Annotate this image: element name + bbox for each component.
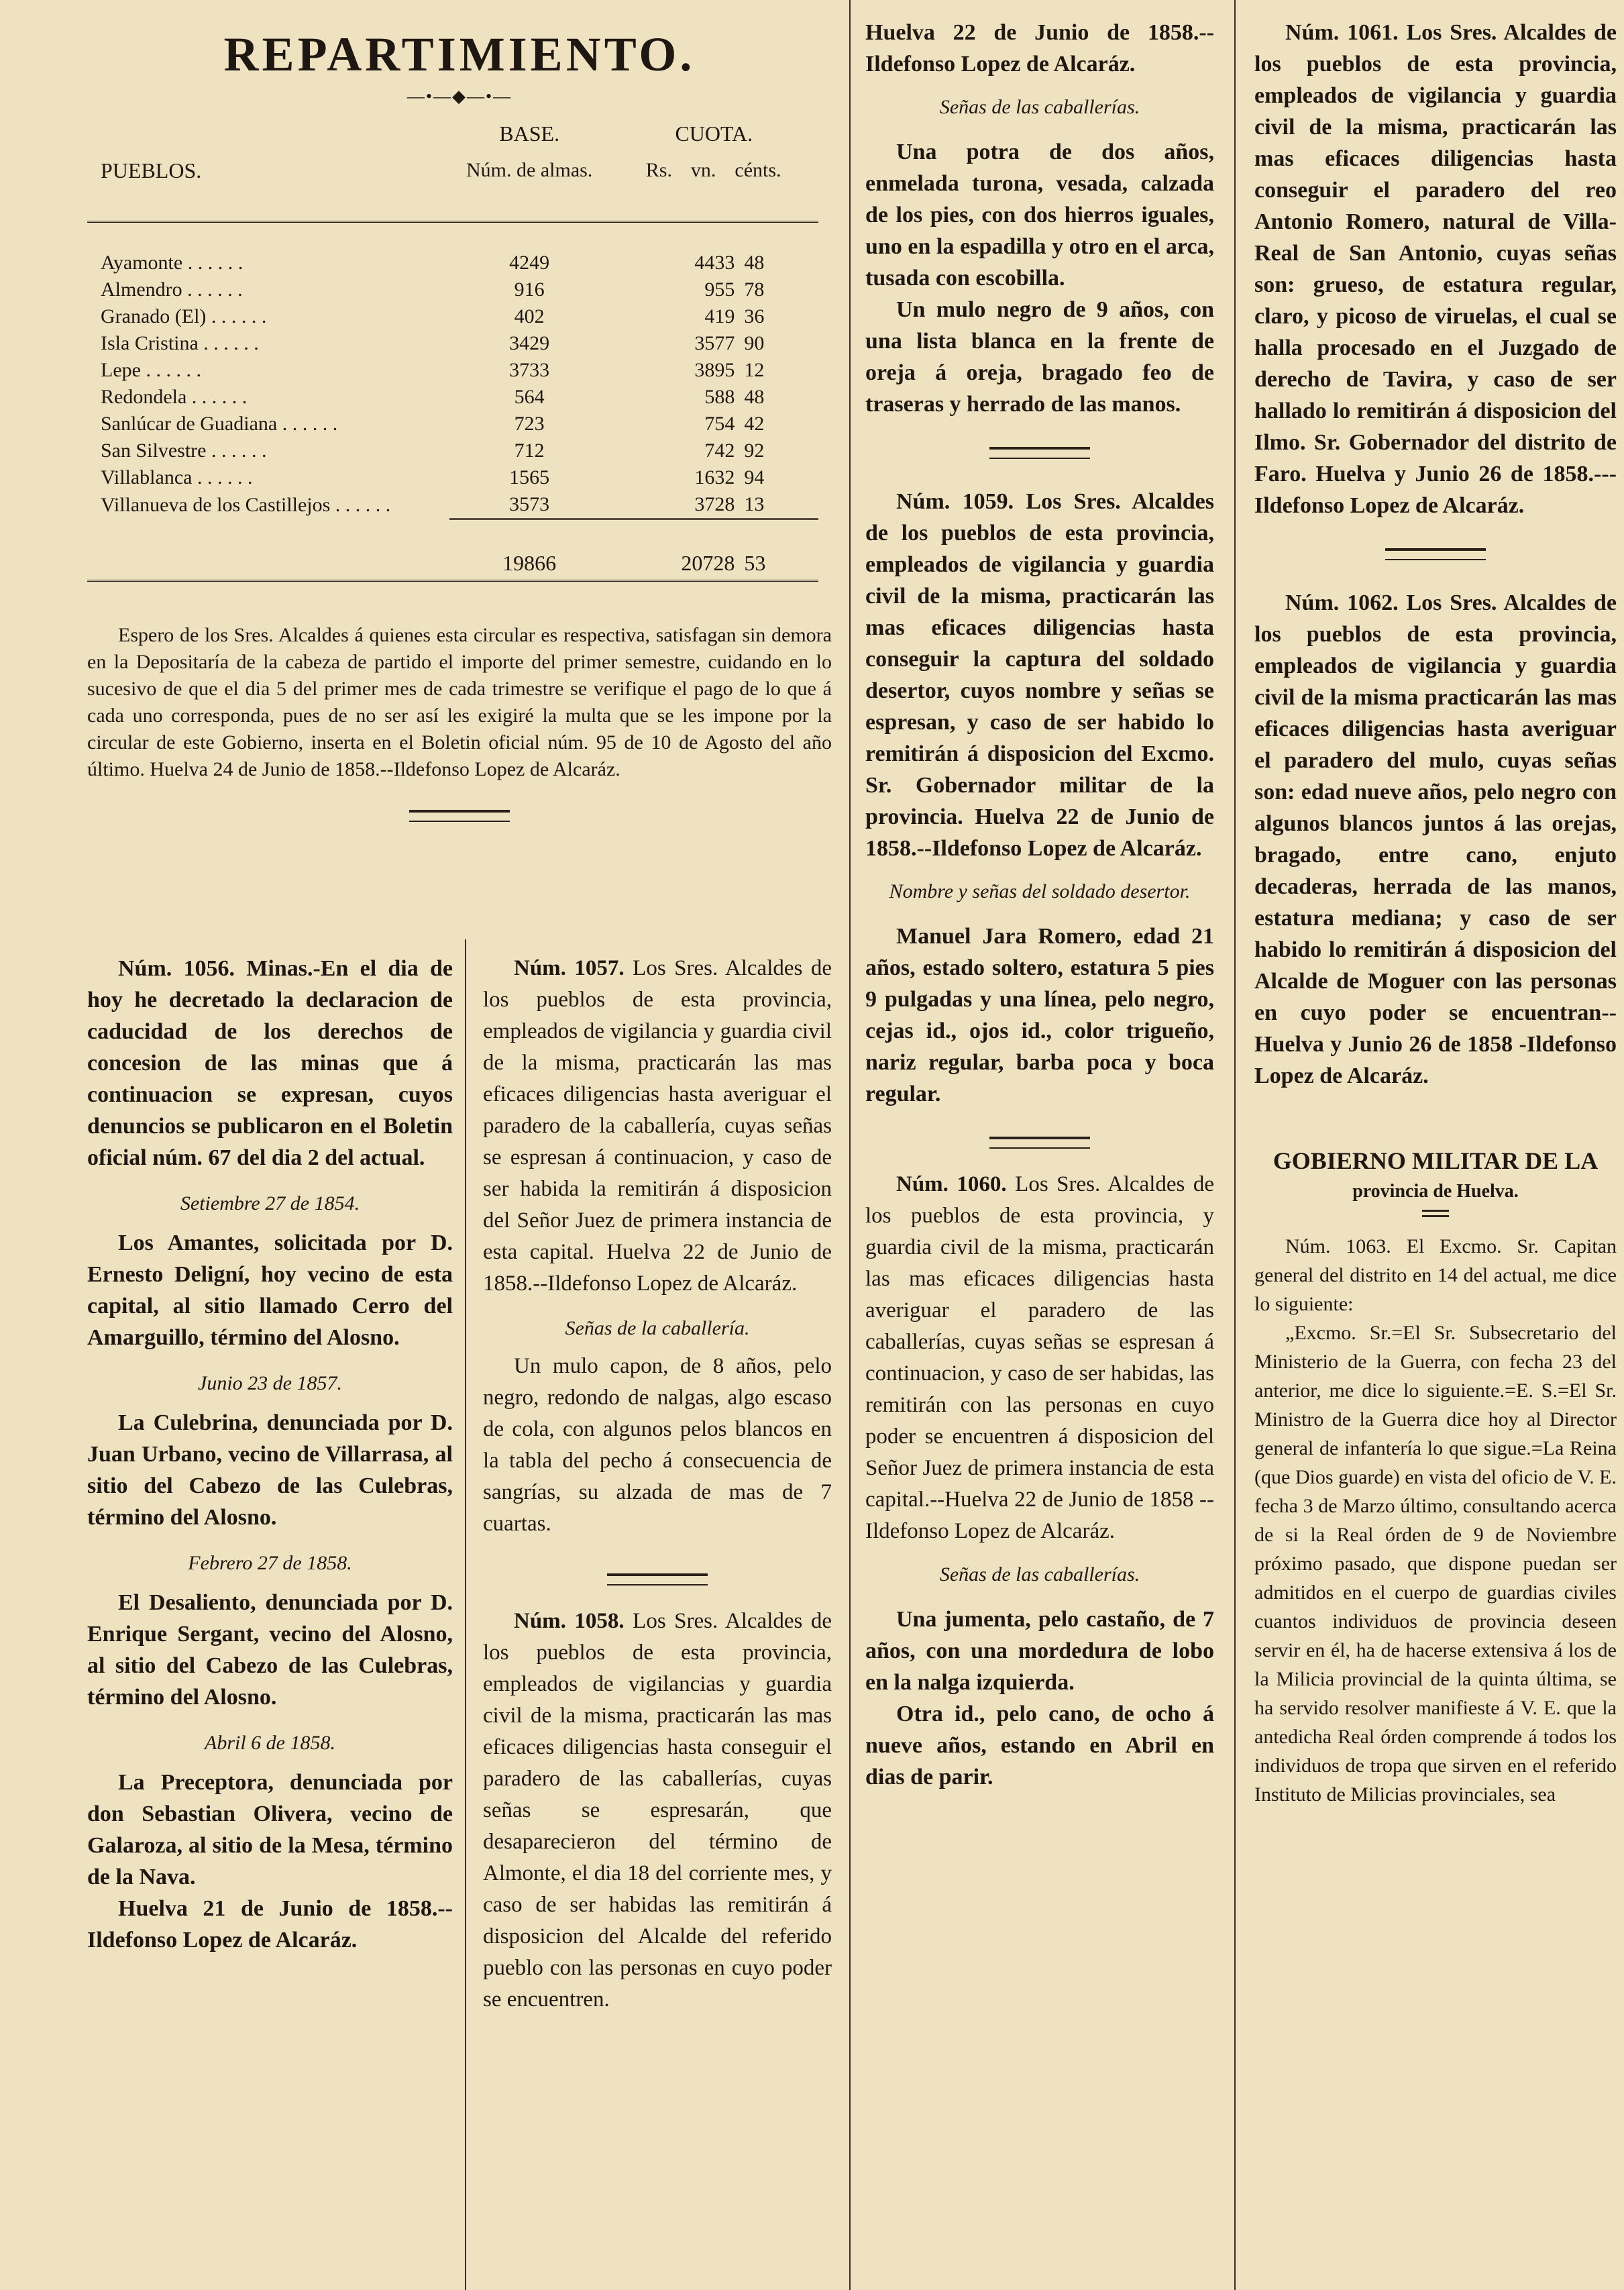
n1060-senas-1: Una jumenta, pelo castaño, de 7 años, con una mordedura de lobo en la nalga izquierda.	[865, 1607, 1214, 1695]
pueblo-cell: Ayamonte . . . . . .	[101, 252, 243, 274]
n1060-heading: Señas de las caballerías.	[939, 1563, 1140, 1585]
n1061-lead: Núm. 1061.	[1285, 20, 1399, 45]
n1056-date-1: Setiembre 27 de 1854.	[180, 1192, 360, 1214]
column-rule	[465, 939, 466, 2290]
header-cents: cénts.	[735, 159, 781, 181]
n1059-body: Los Sres. Alcaldes de los pueblos de esta provincia, empleados de vigilancia y guardia civil de la misma, practicarán las mas eficaces diligencias hasta conseguir la captura del soldado desertor, cuyos nombre y señas se espresan, y caso de ser habido lo remitirán á disposicion del Excmo. Sr. Gobernador militar de la provincia. Huelva 22 de Junio de 1858.--Ildefonso Lopez de Alcaráz.	[865, 489, 1214, 861]
cents-cell: 13	[744, 493, 765, 515]
title-ornament: —•—◆—•—	[407, 87, 512, 106]
rs-cell: 419	[704, 305, 735, 327]
table-body	[87, 250, 818, 519]
cents-cell: 92	[744, 439, 765, 462]
table-row	[87, 437, 818, 464]
double-rule	[1422, 1210, 1449, 1217]
n1059-heading: Nombre y señas del soldado desertor.	[889, 880, 1191, 902]
cents-cell: 94	[744, 466, 765, 488]
n1058-lead: Núm. 1058.	[514, 1609, 625, 1633]
n1057-senas: Un mulo capon, de 8 años, pelo negro, redondo de nalgas, algo escaso de cola, con algunos pelos blancos en la tabla del pecho á consecuencia de sangrías, su alzada de mas de 7 cuartas.	[483, 1354, 832, 1536]
gobierno-quote: „Excmo. Sr.=El Sr. Subsecretario del Ministerio de la Guerra, con fecha 23 del anterior, me dice lo siguiente.=E. S.=El Sr. Ministro de la Guerra dice hoy al Director general de infantería lo que sigue.=La Reina (que Dios guarde) en vista del oficio de V. E. fecha 3 de Marzo último, consultando acerca de si la Real órden de 9 de Noviembre próximo pasado, que dispone puedan ser admitidos en el cuerpo de guardias civiles cuantos individuos de provincia deseen servir en él, ha de hacerse extensiva á los de la Milicia provincial de la quinta última, se ha servido resolver manifieste á V. E. que la antedicha Real órden comprende á todos los individuos de tropa que sirven en el referido Instituto de Milicias provinciales, sea	[1254, 1322, 1617, 1806]
cents-cell: 78	[744, 278, 765, 301]
page-title: REPARTIMIENTO.	[223, 28, 696, 81]
rs-cell: 754	[704, 413, 735, 435]
pueblo-cell: Villanueva de los Castillejos . . . . . .	[101, 493, 391, 516]
rs-cell: 955	[704, 278, 735, 301]
separator	[989, 447, 1090, 459]
subcolumn-1056	[87, 953, 453, 1956]
n1058-senas-2: Un mulo negro de 9 años, con una lista blanca en la frente de oreja á oreja, bragado feo de traseras y herrado de las manos.	[865, 297, 1214, 417]
n1060-body: Los Sres. Alcaldes de los pueblos de esta provincia, y guardia civil de la misma, practicarán las mas eficaces diligencias hasta averiguar el paradero de las caballerías, cuyas señas se espresan á continuacion, y caso de ser habidas, las remitirán con las personas en cuyo poder se encuentren á disposicion del Señor Juez de primera instancia de esta capital.--Huelva 22 de Junio de 1858 --Ildefonso Lopez de Alcaráz.	[865, 1172, 1215, 1543]
table-row	[87, 303, 818, 330]
separator	[989, 1137, 1090, 1149]
column-rule	[849, 0, 851, 2290]
almas-cell: 1565	[509, 466, 550, 488]
header-almas: Núm. de almas.	[466, 159, 593, 181]
n1056-signature: Huelva 21 de Junio de 1858.--Ildefonso Lopez de Alcaráz.	[87, 1896, 453, 1953]
almas-cell: 3733	[509, 359, 550, 381]
table-row	[87, 464, 818, 491]
right-column	[1254, 17, 1617, 1809]
n1058-senas-1: Una potra de dos años, enmelada turona, vesada, calzada de los pies, con dos hierros iguales, uno en la espadilla y otro en el arca, tusada con escobilla.	[865, 140, 1214, 291]
n1056-mine-3: El Desaliento, denunciada por D. Enrique Sergant, vecino del Alosno, al sitio del Cabezo de las Culebras, término del Alosno.	[87, 1590, 453, 1710]
cents-cell: 12	[744, 359, 765, 381]
n1056-mine-1: Los Amantes, solicitada por D. Ernesto Deligní, hoy vecino de esta capital, al sitio llamado Cerro del Amarguillo, término del Alosno.	[87, 1231, 453, 1350]
pueblo-cell: Granado (El) . . . . . .	[101, 305, 267, 327]
middle-column	[865, 17, 1214, 1793]
n1056-mine-2: La Culebrina, denunciada por D. Juan Urbano, vecino de Villarrasa, al sitio del Cabezo de las Culebras, término del Alosno.	[87, 1410, 453, 1530]
header-cuota: CUOTA.	[675, 121, 753, 146]
n1058-continuation: Huelva 22 de Junio de 1858.--Ildefonso Lopez de Alcaráz.	[865, 20, 1214, 76]
pueblo-cell: Almendro . . . . . .	[101, 278, 243, 301]
left-column	[87, 0, 832, 2012]
rs-cell: 588	[704, 386, 735, 408]
n1056-body: Minas.-En el dia de hoy he decretado la declaracion de caducidad de los derechos de concesion de las minas que á continuacion se expresan, cuyos denuncios se publicaron en el Boletin oficial núm. 67 del dia 2 del actual.	[87, 956, 453, 1170]
total-cents: 53	[744, 550, 766, 575]
n1062-body: Los Sres. Alcaldes de los pueblos de esta provincia, empleados de vigilancia y guardia civil de la misma practicarán las mas eficaces diligencias hasta averiguar el paradero del mulo, cuyas señas son: edad nueve años, pelo negro con algunos blancos juntos á las orejas, bragado, entre cano, enjuto decaderas, herrada de las manos, estatura mediana; y caso de ser habido lo remitirán á disposicion del Alcalde de Moguer con las personas en cuyo poder se encuentran-- Huelva y Junio 26 de 1858 -Ildefonso Lopez de Alcaráz.	[1254, 590, 1617, 1088]
total-almas: 19866	[502, 550, 557, 575]
table-row	[87, 250, 818, 276]
n1060-senas-2: Otra id., pelo cano, de ocho á nueve años, estando en Abril en dias de parir.	[865, 1702, 1214, 1789]
pueblo-cell: Villablanca . . . . . .	[101, 466, 253, 488]
gobierno-lead: Núm. 1063.	[1285, 1235, 1391, 1257]
n1062-lead: Núm. 1062.	[1285, 590, 1399, 615]
cents-cell: 48	[744, 386, 765, 408]
column-rule	[1234, 0, 1236, 2290]
n1056-lead: Núm. 1056.	[118, 956, 235, 981]
rs-cell: 1632	[694, 466, 735, 488]
gobierno-body: El Excmo. Sr. Capitan general del distrito en 14 del actual, me dice lo siguiente:	[1254, 1235, 1617, 1315]
total-rs: 20728	[681, 550, 735, 575]
n1060-lead: Núm. 1060.	[896, 1172, 1007, 1196]
cents-cell: 36	[744, 305, 765, 327]
almas-cell: 3429	[509, 332, 550, 354]
table-row	[87, 491, 818, 519]
almas-cell: 712	[514, 439, 545, 462]
table-row	[87, 276, 818, 303]
almas-cell: 402	[514, 305, 545, 327]
pueblo-cell: Lepe . . . . . .	[101, 359, 201, 381]
rs-cell: 3728	[694, 493, 735, 515]
gobierno-heading: GOBIERNO MILITAR DE LA	[1273, 1147, 1599, 1174]
subcolumn-1057-1058	[483, 953, 832, 2016]
separator	[409, 810, 510, 822]
almas-cell: 723	[514, 413, 545, 435]
cents-cell: 42	[744, 413, 765, 435]
almas-cell: 4249	[509, 252, 550, 274]
cents-cell: 90	[744, 332, 765, 354]
header-rs: Rs.	[645, 159, 672, 181]
rs-cell: 3577	[694, 332, 735, 354]
pueblo-cell: Isla Cristina . . . . . .	[101, 332, 259, 354]
table-row	[87, 384, 818, 411]
pueblo-cell: Redondela . . . . . .	[101, 386, 248, 408]
rs-cell: 3895	[694, 359, 735, 381]
rs-cell: 742	[704, 439, 735, 462]
almas-cell: 3573	[509, 493, 550, 515]
n1057-body: Los Sres. Alcaldes de los pueblos de esta provincia, empleados de vigilancia y guardia civil de la misma, practicarán las mas eficaces diligencias hasta averiguar el paradero de la caballería, cuyas señas se espresan á continuacion, y caso de ser habida la remitirán á disposicion del Señor Juez de primera instancia de esta capital. Huelva 22 de Junio de 1858.--Ildefonso Lopez de Alcaráz.	[483, 956, 832, 1296]
intro-paragraph: Espero de los Sres. Alcaldes á quienes esta circular es respectiva, satisfagan sin demora en la Depositaría de la cabeza de partido el importe del primer semestre, cuidando en lo sucesivo de que el dia 5 del primer mes de cada trimestre se verifique el pago de lo que á cada uno corresponda, pues de no ser así les exigiré la multa que se les impone por la circular de este Gobierno, inserta en el Boletin oficial núm. 95 de 10 de Agosto del año último. Huelva 24 de Junio de 1858.--Ildefonso Lopez de Alcaráz.	[87, 623, 832, 780]
separator	[607, 1573, 708, 1585]
n1058-body: Los Sres. Alcaldes de los pueblos de esta provincia, empleados de vigilancias y guardia civil de la misma, practicarán las mas eficaces diligencias hasta conseguir el paradero de las caballerías, cuyas señas se espresarán, que desaparecieron del término de Almonte, el dia 18 del corriente mes, y caso de ser habidas las remitirán á disposicion del Alcalde del referido pueblo con las personas en cuyo poder se encuentren.	[483, 1609, 832, 2012]
table-row	[87, 411, 818, 437]
n1057-lead: Núm. 1057.	[514, 956, 625, 980]
almas-cell: 916	[514, 278, 545, 301]
n1059-lead: Núm. 1059.	[896, 489, 1014, 514]
table-row	[87, 330, 818, 357]
pueblo-cell: San Silvestre . . . . . .	[101, 439, 267, 462]
header-pueblos: PUEBLOS.	[101, 158, 202, 183]
n1056-date-3: Febrero 27 de 1858.	[188, 1552, 352, 1574]
n1056-mine-4: La Preceptora, denunciada por don Sebastian Olivera, vecino de Galaroza, al sitio de la Mesa, término de la Nava.	[87, 1770, 453, 1889]
header-base: BASE.	[499, 121, 560, 146]
cents-cell: 48	[744, 252, 765, 274]
header-vn: vn.	[690, 159, 716, 181]
n1057-heading: Señas de la caballería.	[565, 1317, 750, 1339]
n1056-date-2: Junio 23 de 1857.	[198, 1372, 342, 1394]
repartimiento-table	[87, 120, 818, 609]
gobierno-subheading: provincia de Huelva.	[1352, 1181, 1519, 1202]
table-row	[87, 357, 818, 384]
pueblo-cell: Sanlúcar de Guadiana . . . . . .	[101, 413, 338, 435]
n1061-body: Los Sres. Alcaldes de los pueblos de esta provincia, empleados de vigilancia y guardia civil de la misma, practicarán las mas eficaces diligencias hasta conseguir el paradero del reo Antonio Romero, natural de Villa-Real de San Antonio, cuyas señas son: grueso, de estatura regular, claro, y picoso de viruelas, el cual se halla procesado en el Juzgado de derecho de Tavira, y caso de ser hallado lo remitirán á disposicion del Ilmo. Sr. Gobernador del distrito de Faro. Huelva y Junio 26 de 1858.---Ildefonso Lopez de Alcaráz.	[1254, 20, 1617, 518]
n1058-heading: Señas de las caballerías.	[939, 96, 1140, 118]
n1056-date-4: Abril 6 de 1858.	[205, 1732, 335, 1754]
rs-cell: 4433	[694, 252, 735, 274]
almas-cell: 564	[514, 386, 545, 408]
separator	[1385, 548, 1486, 560]
n1059-senas: Manuel Jara Romero, edad 21 años, estado soltero, estatura 5 pies 9 pulgadas y una línea, pelo negro, cejas id., ojos id., color trigueño, nariz regular, barba poca y boca regular.	[865, 924, 1214, 1106]
